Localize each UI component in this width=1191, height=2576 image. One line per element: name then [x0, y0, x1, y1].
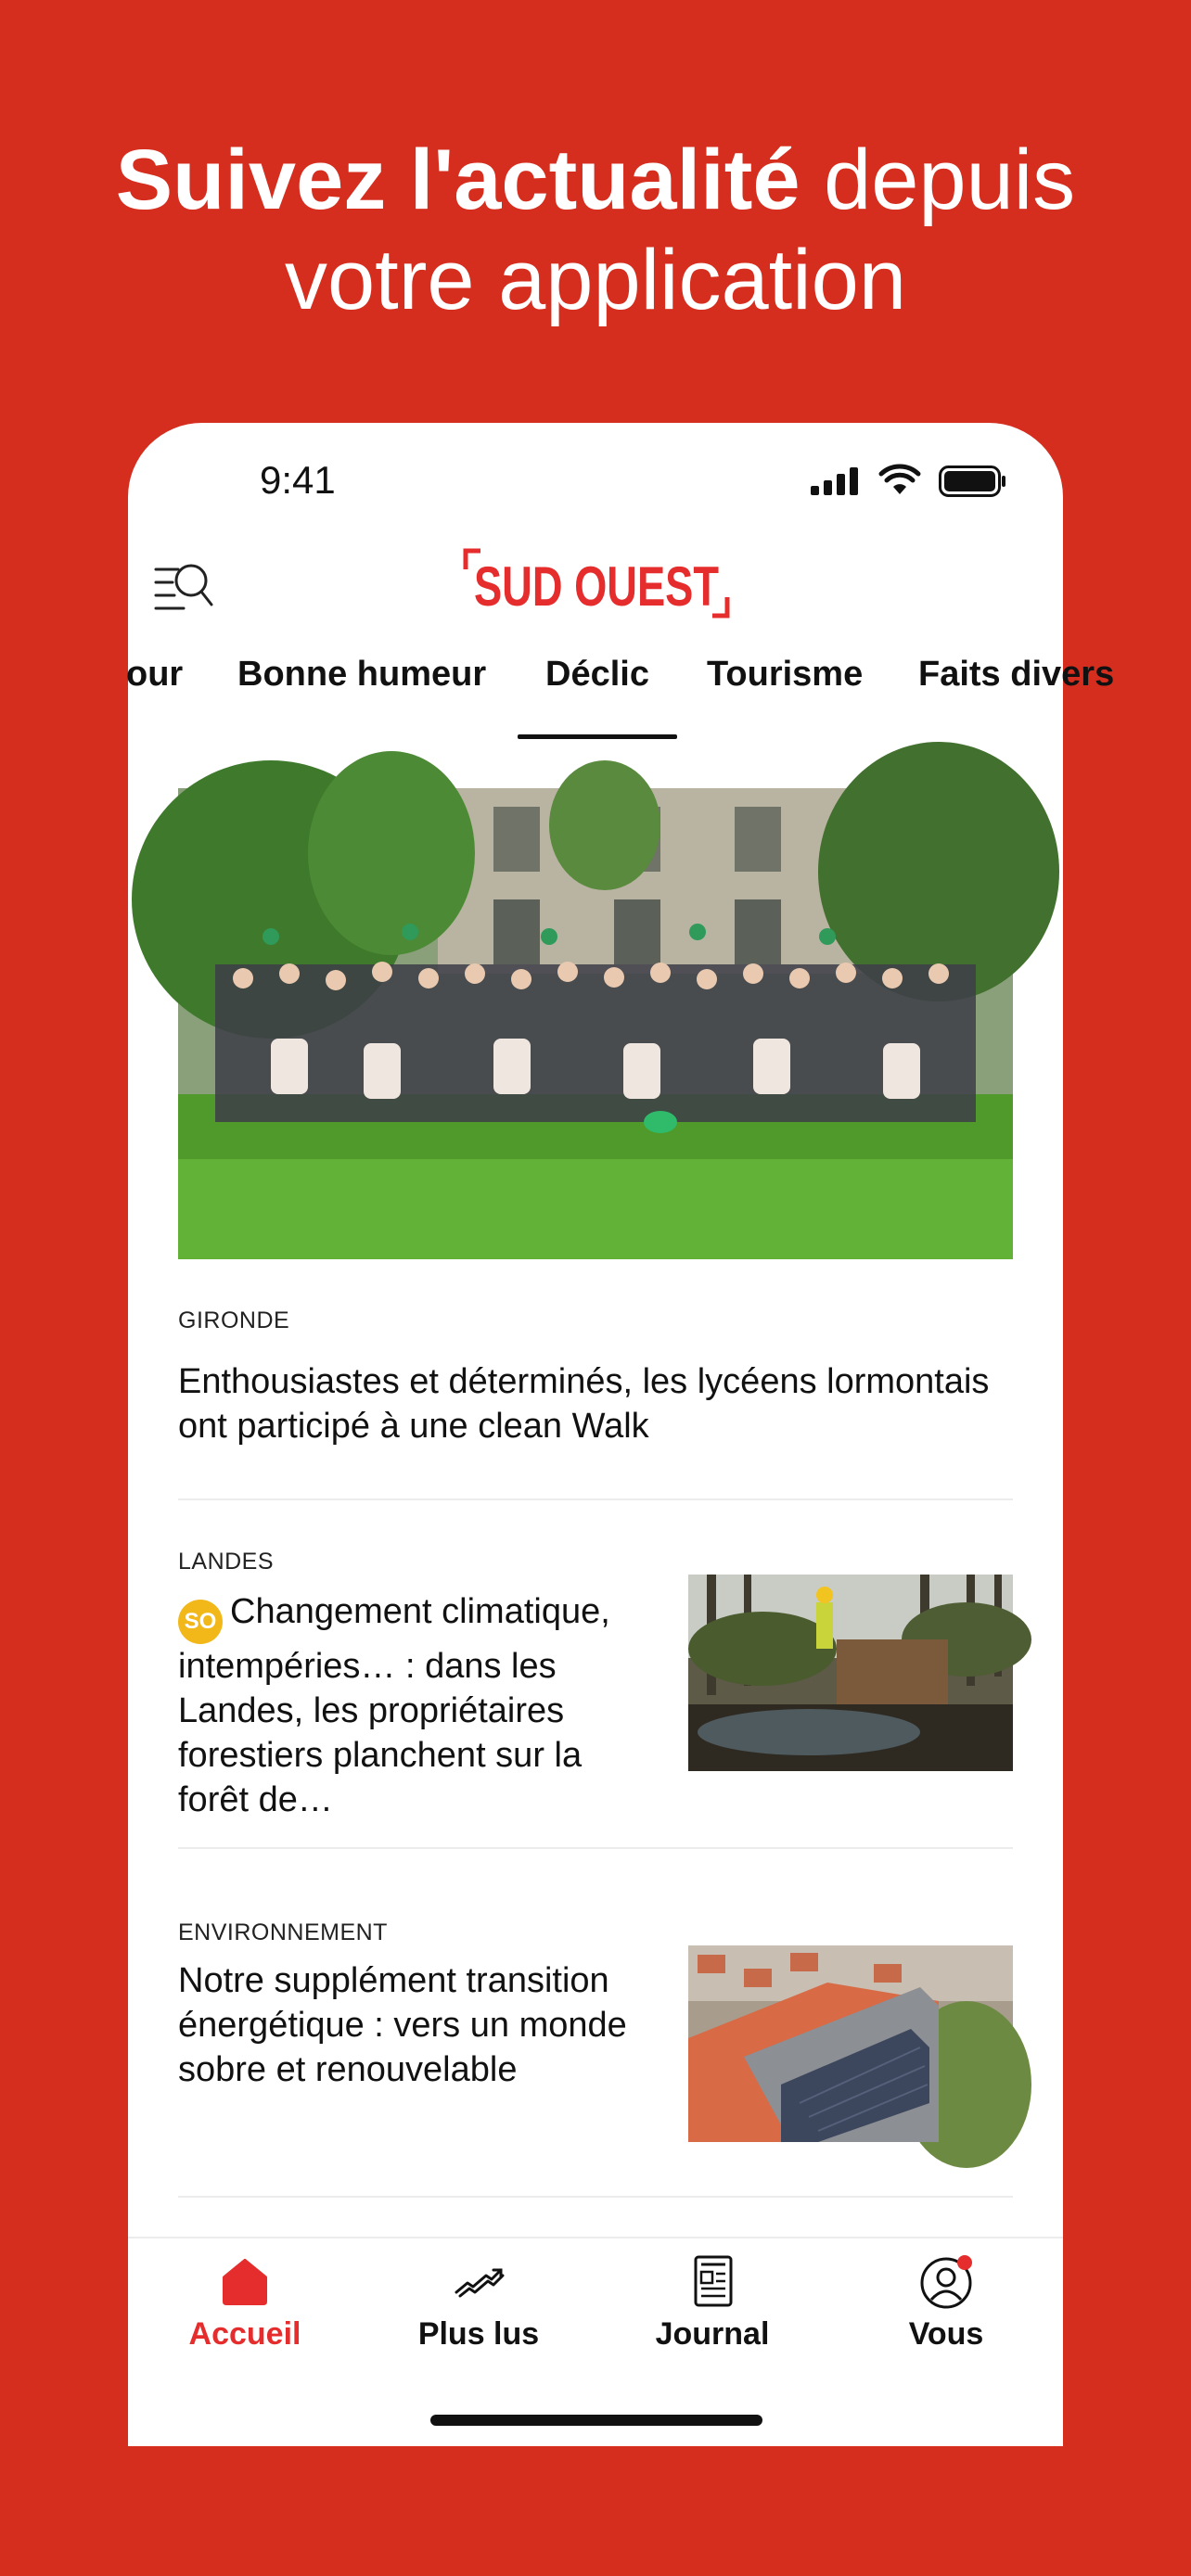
tab-previous[interactable]: our	[126, 655, 184, 694]
article-title[interactable]: Enthousiastes et déterminés, les lycéens lormontais ont participé à une clean Walk	[178, 1362, 990, 1446]
tab-declic[interactable]: Déclic	[545, 655, 649, 694]
sud-ouest-logo[interactable]	[443, 542, 749, 625]
status-time: 9:41	[260, 458, 336, 502]
article-divider	[178, 2196, 1013, 2198]
nav-vous[interactable]	[853, 2251, 1039, 2353]
nav-label: Plus lus	[417, 2316, 540, 2352]
nav-accueil[interactable]	[152, 2251, 338, 2353]
tab-faits-divers[interactable]: Faits divers	[918, 655, 1115, 694]
subscriber-badge-icon: SO	[178, 1600, 223, 1644]
notification-dot-icon	[957, 2255, 972, 2270]
phone-frame	[126, 423, 1115, 2446]
promo-title-rest: depuis	[800, 133, 1076, 227]
article-title[interactable]	[178, 1589, 642, 1822]
article-title[interactable]: Notre supplément transition énergétique : vers un monde sobre et renouvelable	[178, 1961, 627, 2089]
nav-label: Journal	[655, 2316, 770, 2352]
promo-headline	[0, 130, 1191, 330]
nav-plus-lus[interactable]	[386, 2251, 571, 2353]
menu-search-icon[interactable]	[152, 553, 217, 618]
active-tab-indicator	[518, 734, 677, 739]
status-icons	[811, 465, 1007, 497]
battery-icon	[939, 465, 1007, 497]
nav-journal[interactable]	[620, 2251, 805, 2353]
logo-text: SUD OUEST	[474, 555, 719, 618]
tab-bonne-humeur[interactable]: Bonne humeur	[237, 655, 487, 694]
profile-icon	[916, 2251, 976, 2311]
article-section-label: GIRONDE	[178, 1307, 290, 1333]
home-indicator[interactable]	[430, 2415, 762, 2426]
cellular-signal-icon	[811, 467, 861, 495]
nav-label: Vous	[908, 2316, 984, 2352]
article-section-label: ENVIRONNEMENT	[178, 1919, 388, 1945]
nav-label: Accueil	[188, 2316, 301, 2352]
article-title-text: Changement climatique, intempéries… : dans les Landes, les propriétaires forestiers planchent sur la forêt de…	[178, 1592, 610, 1819]
category-tabs	[126, 655, 1115, 725]
wifi-icon	[879, 466, 920, 496]
promo-title-bold: Suivez l'actualité	[115, 133, 800, 227]
newspaper-icon	[683, 2251, 742, 2311]
article-section-label: LANDES	[178, 1549, 275, 1575]
hero-article-image[interactable]	[178, 788, 1013, 1259]
article-thumbnail[interactable]	[688, 1575, 1013, 1771]
promo-title-line2: votre application	[285, 233, 906, 327]
article-divider	[178, 1847, 1013, 1849]
home-icon	[215, 2251, 275, 2311]
article-divider	[178, 1498, 1013, 1500]
tab-tourisme[interactable]: Tourisme	[707, 655, 864, 694]
trending-icon	[449, 2251, 508, 2311]
article-thumbnail[interactable]	[688, 1945, 1013, 2142]
